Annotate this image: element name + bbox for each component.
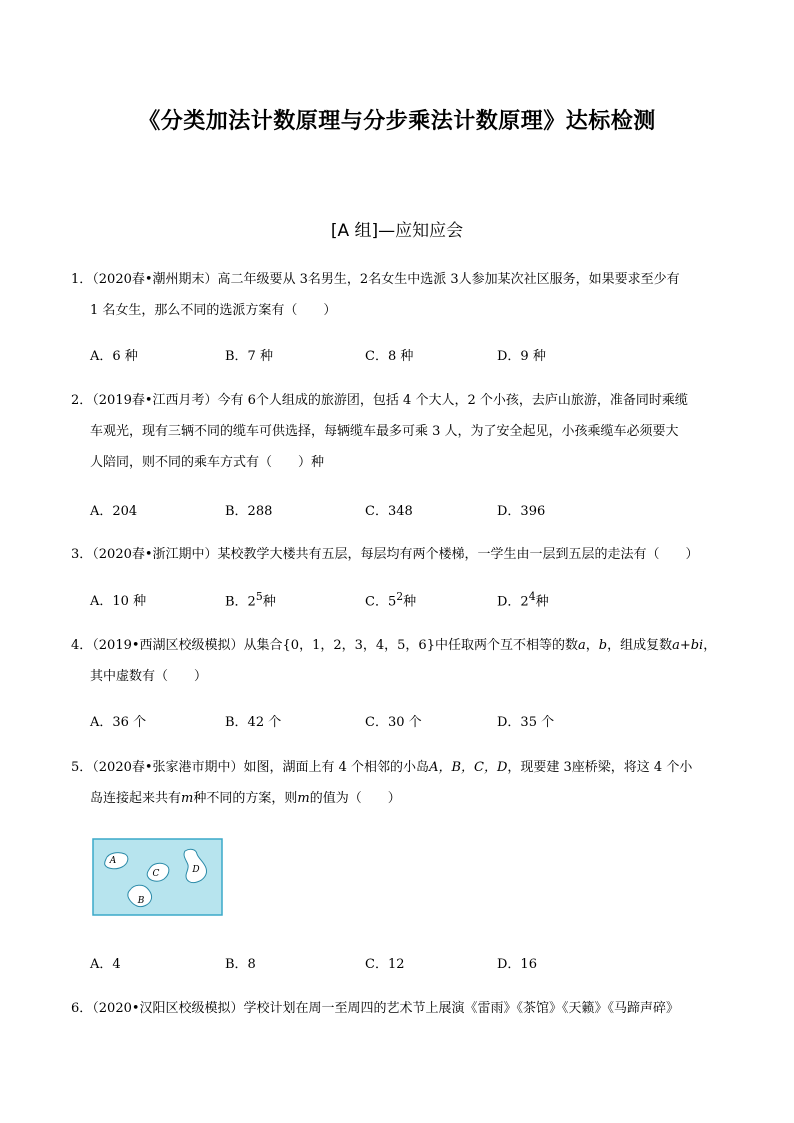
- question-1: [71, 264, 731, 326]
- question-2-line-3: 人陪同，则不同的乘车方式有（ ）种: [90, 455, 325, 470]
- option-b: B．$2^5$种: [225, 590, 276, 610]
- question-4-line-2: 其中虚数有（ ）: [90, 669, 208, 684]
- question-4-options: [90, 711, 650, 731]
- option-a: A．10 种: [90, 594, 147, 609]
- question-1-line-1: 1．（2020春•潮州期末）高二年级要从 3名男生，2名女生中选派 3人参加某次社区服务，如果要求至少有: [71, 272, 680, 287]
- option-d: D．396: [497, 504, 546, 519]
- question-4: [71, 630, 731, 692]
- island-a-label: A: [109, 856, 117, 866]
- exponent: 4: [528, 590, 536, 603]
- question-5-line-1: 5．（2020春•张家港市期中）如图，湖面上有 4 个相邻的小岛A，B，C，D，现要建 3座桥梁，将这 4 个小: [71, 760, 693, 775]
- question-2-line-1: 2．（2019春•江西月考）今有 6个人组成的旅游团，包括 4 个大人，2 个小孩，去庐山旅游，准备同时乘缆: [71, 393, 688, 408]
- question-6-line-1: 6．（2020•汉阳区校级模拟）学校计划在周一至周四的艺术节上展演《雷雨》《茶馆》《天籁》《马蹄声碎》: [71, 1001, 680, 1016]
- island-b-label: B: [137, 896, 145, 906]
- question-3-options: [90, 590, 650, 610]
- island-d-label: D: [192, 865, 200, 875]
- group-heading: [A 组]—应知应会: [330, 221, 464, 241]
- question-2: [71, 385, 731, 478]
- option-c: C．12: [365, 957, 405, 972]
- option-a: A．4: [90, 957, 121, 972]
- question-4-line-1: 4．（2019•西湖区校级模拟）从集合{0，1，2，3，4，5，6}中任取两个互不相等的数a，b，组成复数a+bi，: [71, 638, 717, 653]
- question-5-options: [90, 953, 650, 973]
- lake-islands-figure: [92, 838, 223, 916]
- question-3: [71, 539, 731, 570]
- option-a: A．204: [90, 504, 138, 519]
- option-b: B．42 个: [225, 715, 282, 730]
- option-d: D．$2^4$种: [497, 590, 549, 610]
- option-b: B．8: [225, 957, 256, 972]
- question-3-line-1: 3．（2020春•浙江期中）某校教学大楼共有五层，每层均有两个楼梯，一学生由一层到五层的走法有（ ）: [71, 547, 699, 562]
- question-6: [71, 993, 731, 1024]
- variable-b: b: [598, 638, 608, 653]
- option-c: C．30 个: [365, 715, 422, 730]
- option-b: B．288: [225, 504, 273, 519]
- option-d: D．9 种: [497, 349, 546, 364]
- option-d: D．35 个: [497, 715, 555, 730]
- option-b: B．7 种: [225, 349, 273, 364]
- option-a: A．36 个: [90, 715, 147, 730]
- exponent: 2: [396, 590, 404, 603]
- variable-m: m: [297, 791, 310, 806]
- page-title: 《分类加法计数原理与分步乘法计数原理》达标检测: [138, 109, 656, 134]
- question-2-options: [90, 500, 650, 520]
- island-c-label: C: [152, 869, 160, 879]
- exponent: 5: [255, 590, 263, 603]
- question-2-line-2: 车观光，现有三辆不同的缆车可供选择，每辆缆车最多可乘 3 人，为了安全起见，小孩乘缆车必须要大: [90, 424, 679, 439]
- variable-a: a: [577, 638, 586, 653]
- option-c: C．$5^2$种: [365, 590, 417, 610]
- option-a: A．6 种: [90, 349, 138, 364]
- question-1-options: [90, 345, 650, 365]
- question-5: [71, 752, 731, 814]
- option-c: C．348: [365, 504, 413, 519]
- question-5-line-2: 岛连接起来共有m种不同的方案，则m的值为（ ）: [90, 791, 401, 806]
- island-names: A，B，C，D: [429, 760, 508, 775]
- variable-m: m: [181, 791, 194, 806]
- question-1-line-2: 1 名女生，那么不同的选派方案有（ ）: [90, 303, 337, 318]
- option-d: D．16: [497, 957, 537, 972]
- complex-expression: a+bi: [672, 638, 704, 653]
- option-c: C．8 种: [365, 349, 414, 364]
